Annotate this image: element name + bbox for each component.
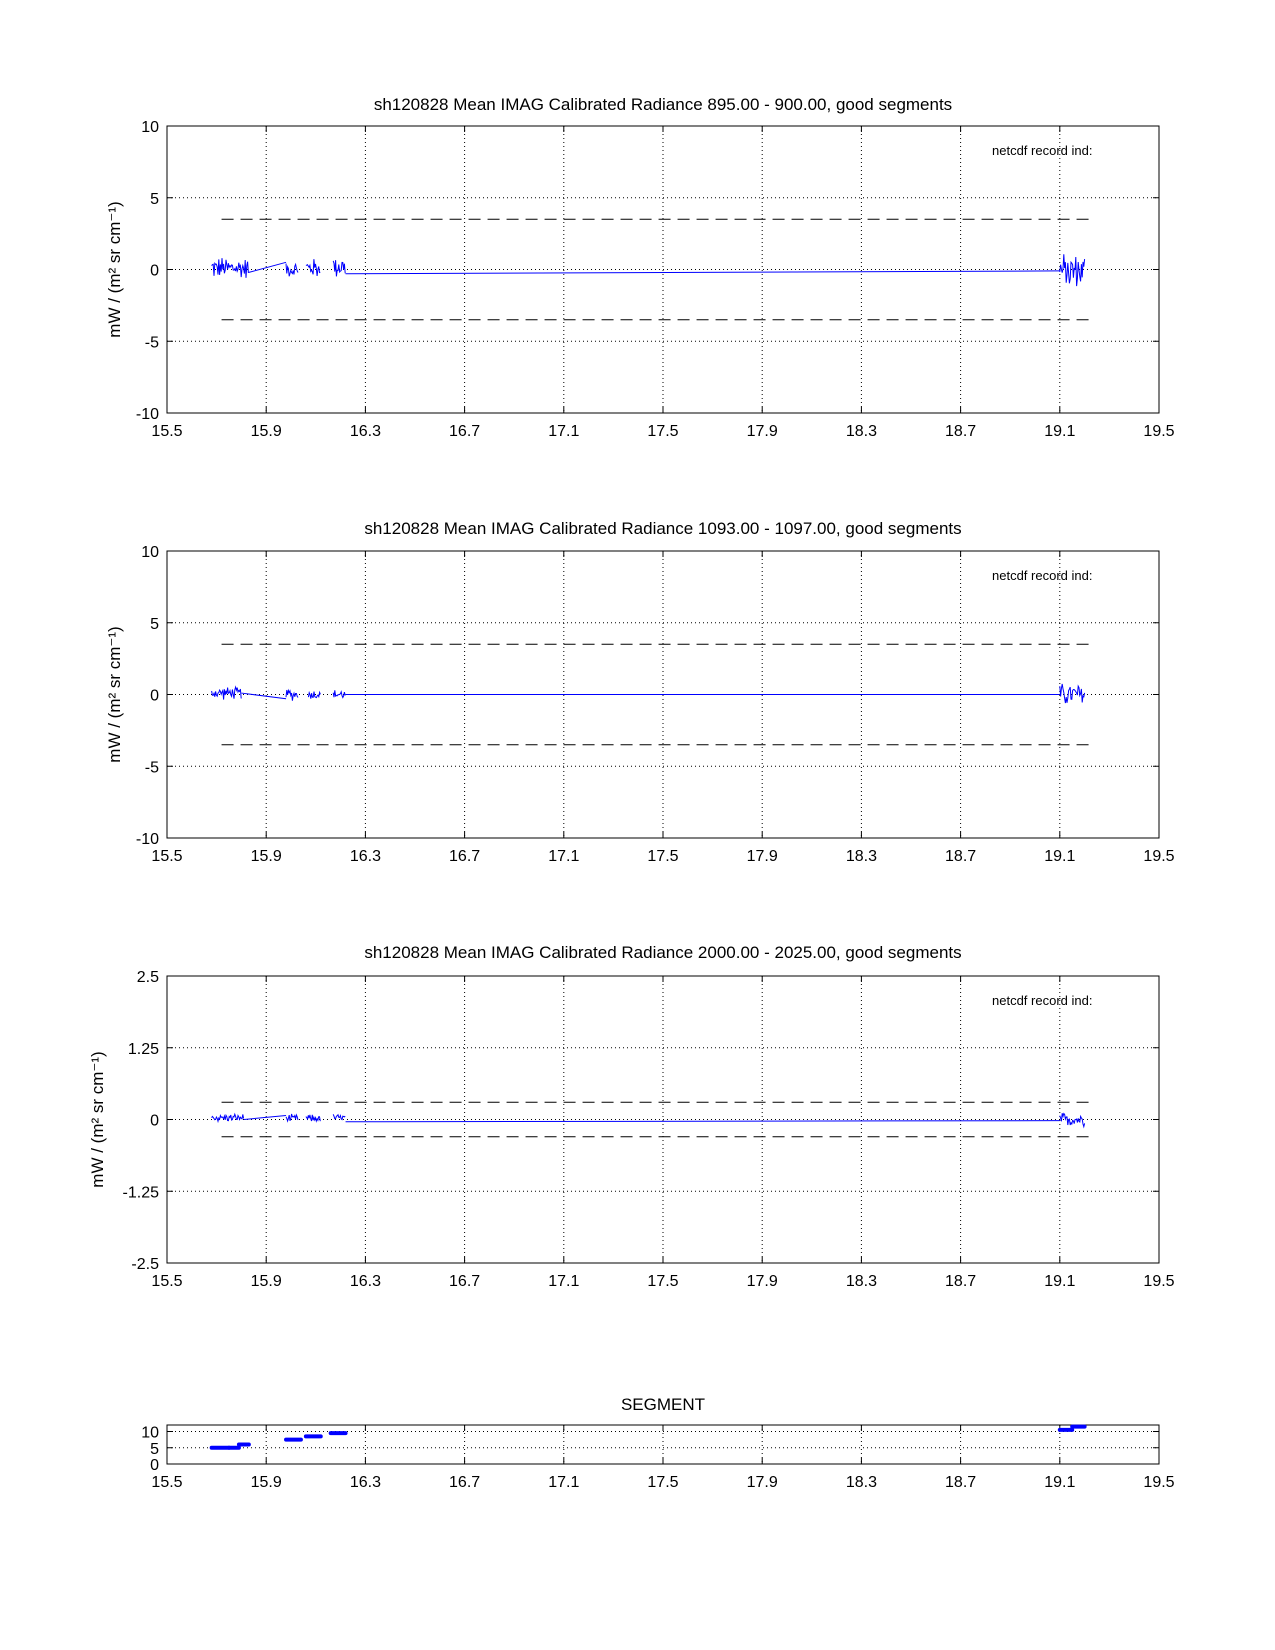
series-segment (1060, 254, 1085, 286)
x-tick-label: 17.1 (548, 1474, 580, 1491)
y-tick-label: -5 (144, 334, 159, 352)
series-segment (212, 1114, 244, 1121)
y-tick-label: -10 (135, 831, 159, 848)
y-tick-label: -1.25 (122, 1184, 159, 1202)
annotation-label: netcdf record ind: (992, 993, 1093, 1008)
x-tick-label: 17.5 (647, 1273, 679, 1290)
x-tick-label: 17.1 (548, 1273, 580, 1290)
chart-panel-3 (88, 943, 1175, 1290)
x-tick-label: 19.1 (1044, 848, 1076, 865)
x-tick-label: 19.5 (1143, 1474, 1175, 1491)
chart-panel-2 (105, 519, 1175, 865)
y-tick-label: -10 (135, 406, 159, 423)
y-tick-label: 10 (141, 1424, 159, 1442)
series-connector (241, 693, 286, 699)
y-axis-label: mW / (m² sr cm⁻¹) (105, 626, 124, 763)
y-tick-label: 5 (150, 190, 159, 208)
series-segment (212, 258, 249, 278)
x-tick-label: 15.9 (250, 1474, 282, 1491)
series-segment (1060, 684, 1085, 703)
x-tick-label: 15.9 (250, 848, 282, 865)
series-connector (346, 1121, 1060, 1122)
series-segment (333, 260, 345, 276)
chart-title: sh120828 Mean IMAG Calibrated Radiance 1093.00 - 1097.00, good segments (364, 519, 962, 538)
x-tick-label: 16.7 (449, 423, 481, 440)
series-segment (333, 690, 345, 697)
annotation-label: netcdf record ind: (992, 143, 1093, 158)
x-tick-label: 15.5 (151, 1474, 183, 1491)
chart-title: SEGMENT (620, 1395, 706, 1414)
x-tick-label: 18.3 (845, 423, 877, 440)
x-tick-label: 15.9 (250, 423, 282, 440)
x-tick-label: 16.7 (449, 1474, 481, 1491)
x-tick-label: 17.5 (647, 1474, 679, 1491)
y-tick-label: -5 (144, 759, 159, 777)
y-axis-label: mW / (m² sr cm⁻¹) (88, 1051, 107, 1188)
y-axis-label: mW / (m² sr cm⁻¹) (105, 201, 124, 338)
x-tick-label: 17.9 (746, 848, 778, 865)
x-tick-label: 17.9 (746, 1273, 778, 1290)
x-tick-label: 16.7 (449, 848, 481, 865)
x-tick-label: 19.1 (1044, 1474, 1076, 1491)
x-tick-label: 17.1 (548, 848, 580, 865)
series-segment (286, 690, 298, 701)
y-tick-label: 5 (150, 1440, 159, 1458)
y-tick-label: 0 (150, 1457, 159, 1474)
x-tick-label: 15.5 (151, 423, 183, 440)
x-tick-label: 16.3 (349, 848, 381, 865)
x-tick-label: 19.5 (1143, 1273, 1175, 1290)
x-tick-label: 17.9 (746, 1474, 778, 1491)
y-tick-label: 0 (150, 262, 159, 280)
x-tick-label: 17.5 (647, 848, 679, 865)
y-tick-label: 0 (150, 1112, 159, 1130)
x-tick-label: 15.5 (151, 848, 183, 865)
series-connector (346, 271, 1060, 274)
x-tick-label: 17.9 (746, 423, 778, 440)
chart-panel-4 (141, 1395, 1174, 1491)
x-tick-label: 18.3 (845, 848, 877, 865)
x-tick-label: 15.5 (151, 1273, 183, 1290)
x-tick-label: 18.7 (945, 1474, 977, 1491)
x-tick-label: 17.5 (647, 423, 679, 440)
y-tick-label: 10 (141, 119, 159, 136)
x-tick-label: 18.3 (845, 1273, 877, 1290)
x-tick-label: 19.1 (1044, 423, 1076, 440)
series-connector (244, 1115, 286, 1119)
y-tick-label: 10 (141, 544, 159, 561)
x-tick-label: 16.3 (349, 1273, 381, 1290)
x-tick-label: 19.1 (1044, 1273, 1076, 1290)
x-tick-label: 16.3 (349, 423, 381, 440)
x-tick-label: 16.7 (449, 1273, 481, 1290)
x-tick-label: 15.9 (250, 1273, 282, 1290)
series-segment (212, 687, 242, 700)
y-tick-label: 2.5 (136, 969, 159, 986)
chart-panel-1 (105, 95, 1175, 440)
series-segment (333, 1114, 345, 1119)
x-tick-label: 18.3 (845, 1474, 877, 1491)
x-tick-label: 19.5 (1143, 848, 1175, 865)
x-tick-label: 19.5 (1143, 423, 1175, 440)
series-segment (306, 1115, 320, 1121)
x-tick-label: 17.1 (548, 423, 580, 440)
x-tick-label: 18.7 (945, 1273, 977, 1290)
x-tick-label: 18.7 (945, 423, 977, 440)
y-tick-label: -2.5 (131, 1256, 159, 1273)
x-tick-label: 16.3 (349, 1474, 381, 1491)
series-connector (249, 262, 286, 272)
chart-title: sh120828 Mean IMAG Calibrated Radiance 2000.00 - 2025.00, good segments (364, 943, 962, 962)
annotation-label: netcdf record ind: (992, 568, 1093, 583)
y-tick-label: 5 (150, 615, 159, 633)
x-tick-label: 18.7 (945, 848, 977, 865)
chart-title: sh120828 Mean IMAG Calibrated Radiance 895.00 - 900.00, good segments (373, 95, 953, 114)
y-tick-label: 1.25 (127, 1040, 159, 1058)
series-segment (306, 259, 320, 276)
series-segment (308, 692, 320, 699)
y-tick-label: 0 (150, 687, 159, 705)
